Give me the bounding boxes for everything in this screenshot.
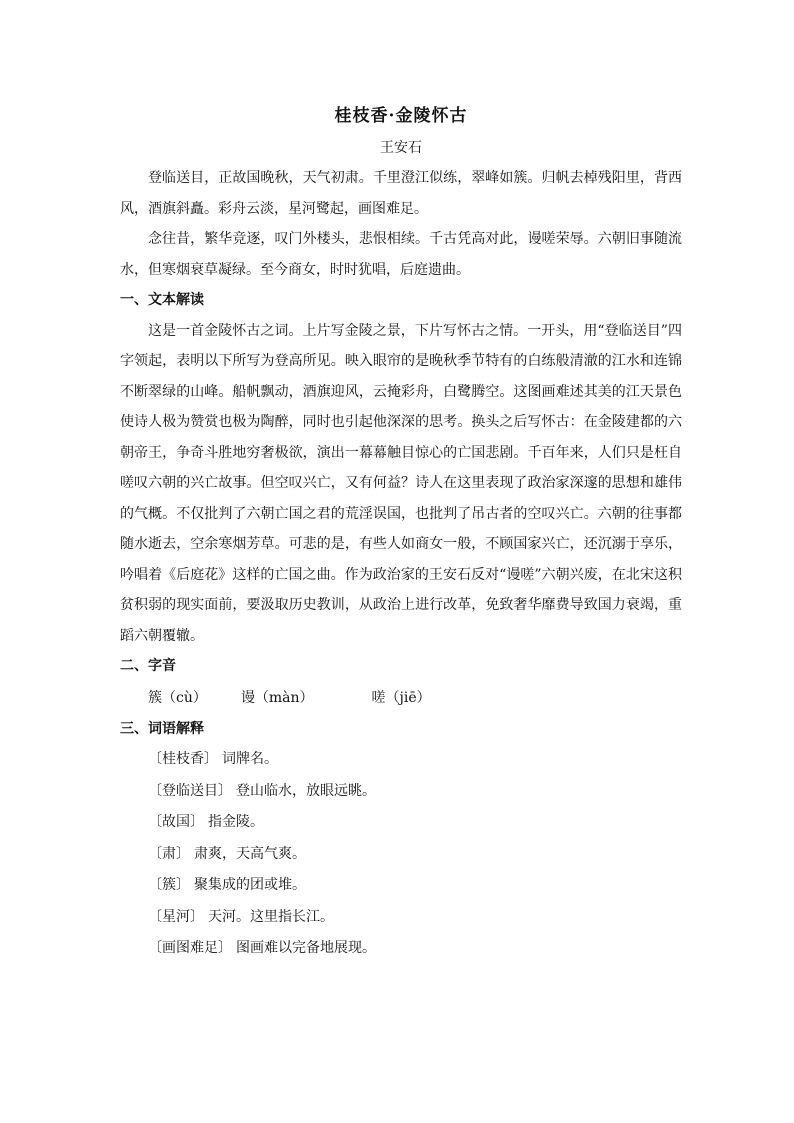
poem-stanza-2: 念往昔，繁华竞逐，叹门外楼头，悲恨相续。千古凭高对此，谩嗟荣辱。六朝旧事随流水，但寒烟衰草凝绿。至今商女，时时犹唱，后庭遗曲。 (120, 231, 682, 278)
glossary-definition: 登山临水，放眼远眺。 (236, 782, 376, 799)
glossary-definition: 天河。这里指长江。 (208, 908, 334, 925)
glossary-definition: 词牌名。 (222, 751, 278, 767)
glossary-definition: 肃爽，天高气爽。 (194, 845, 306, 862)
section-heading-pronunciation: 二、字音 (120, 658, 176, 674)
glossary-item (120, 839, 682, 871)
glossary-item (120, 776, 682, 808)
glossary-definition: 指金陵。 (208, 814, 264, 830)
glossary-item (120, 870, 682, 902)
document-content (120, 103, 682, 965)
poem-author: 王安石 (380, 140, 422, 156)
pronunciation-item: 谩（màn） (240, 689, 314, 706)
pronunciation-item: 簇（cù） (148, 689, 207, 706)
pronunciation-row (120, 682, 682, 714)
glossary-term: 〔画图难足〕 (148, 940, 232, 956)
glossary-item (120, 902, 682, 934)
section-heading-glossary: 三、词语解释 (120, 720, 204, 737)
glossary-definition: 图画难以完备地展现。 (236, 940, 376, 956)
section-heading-text-reading: 一、文本解读 (120, 292, 204, 308)
glossary-term: 〔登临送目〕 (148, 782, 232, 799)
glossary-item (120, 744, 682, 776)
pronunciation-item: 嗟（jiē） (371, 689, 431, 706)
glossary-term: 〔桂枝香〕 (148, 751, 218, 767)
glossary-definition: 聚集成的团或堆。 (194, 877, 306, 893)
glossary-term: 〔故国〕 (148, 814, 204, 830)
glossary-term: 〔肃〕 (148, 845, 190, 862)
glossary-term: 〔簇〕 (148, 877, 190, 893)
text-reading-paragraph: 这是一首金陵怀古之词。上片写金陵之景，下片写怀古之情。一开头，用“登临送目”四字领起，表明以下所写为登高所见。映入眼帘的是晚秋季节特有的白练般清澈的江水和连锦不断翠绿的山峰。船帆飘动，酒旗迎风，云掩彩舟，白鹭腾空。这图画难述其美的江天景色使诗人极为赞赏也极为陶醉，同时也引起他深深的思考。换头之后写怀古：在金陵建都的六朝帝王，争奇斗胜地穷奢极欲，演出一幕幕触目惊心的亡国悲剧。千百年来，人们只是枉自嗟叹六朝的兴亡故事。但空叹兴亡，又有何益？诗人在这里表现了政治家深邃的思想和雄伟的气概。不仅批判了六朝亡国之君的荒淫误国，也批判了吊古者的空叹兴亡。六朝的往事都随水逝去，空余寒烟芳草。可悲的是，有些人如商女一般，不顾国家兴亡，还沉溺于享乐，吟唱着《后庭花》这样的亡国之曲。作为政治家的王安石反对“谩嗟”六朝兴废，在北宋这积贫积弱的现实面前，要汲取历史教训，从政治上进行改革，免致奢华靡费导致国力衰竭，重蹈六朝覆辙。 (120, 322, 682, 644)
glossary-term: 〔星河〕 (148, 908, 204, 925)
glossary-item (120, 933, 682, 965)
poem-stanza-1: 登临送目，正故国晚秋，天气初肃。千里澄江似练，翠峰如簇。归帆去棹残阳里，背西风，酒旗斜矗。彩舟云淡，星河鹭起，画图难足。 (120, 170, 682, 217)
glossary-item (120, 807, 682, 839)
poem-title: 桂枝香·金陵怀古 (334, 106, 468, 126)
glossary-list (120, 744, 682, 965)
